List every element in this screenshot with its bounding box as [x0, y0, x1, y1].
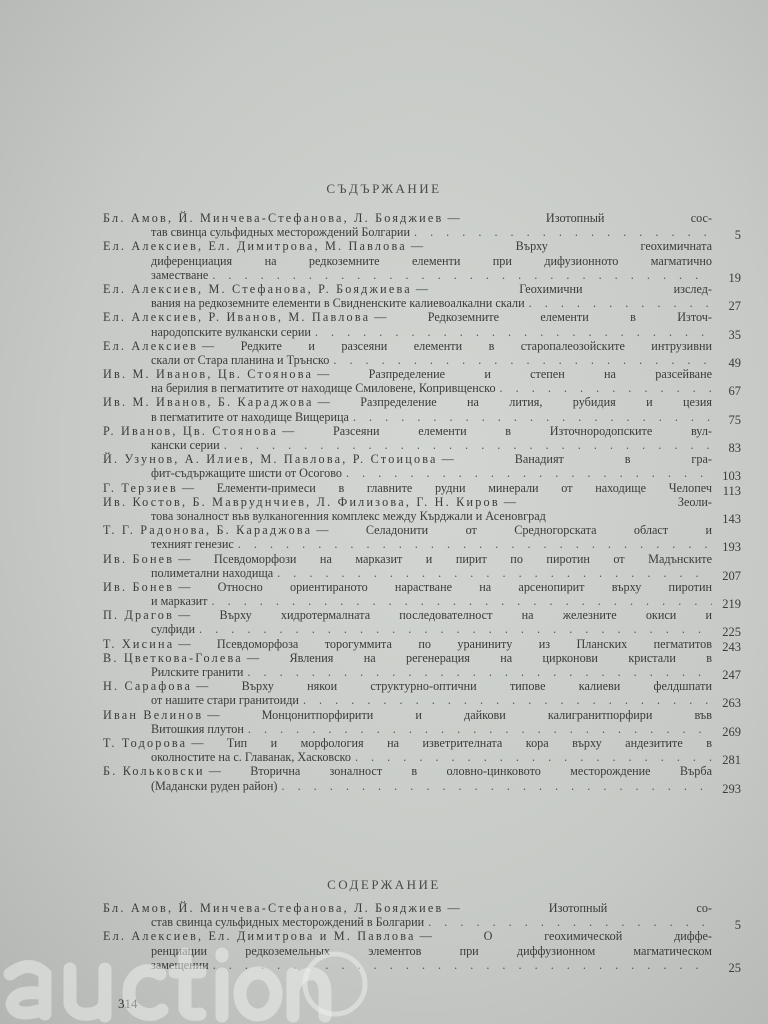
toc-line	[103, 778, 743, 796]
entry-page-number: 193	[722, 540, 741, 555]
toc-line-text	[103, 495, 712, 509]
toc-line	[103, 310, 743, 324]
toc-line	[103, 324, 743, 342]
entry-title: — Монцонитпорфирити и дайкови калигранитпорфири във	[207, 707, 712, 722]
toc-line-text	[151, 268, 712, 282]
entry-title: — Разпределение и степен на разсейване	[317, 367, 712, 382]
toc-line	[103, 381, 743, 399]
entry-title: техният генезис	[151, 537, 234, 552]
toc-line-text	[151, 325, 712, 339]
toc-line	[103, 466, 743, 484]
toc-line-text	[151, 915, 712, 929]
entry-page-number: 5	[734, 918, 741, 933]
toc-line-text	[103, 679, 712, 693]
contents-heading-bulgarian: СЪДЪРЖАНИЕ	[326, 181, 442, 196]
toc-line	[103, 736, 743, 750]
toc-line-text	[151, 944, 712, 958]
toc-line	[103, 239, 743, 253]
toc-line-text	[103, 764, 712, 778]
toc-line-text	[103, 367, 712, 381]
toc-line	[103, 594, 743, 612]
toc-line	[103, 225, 743, 243]
toc-line-text	[151, 537, 712, 551]
entry-title: — Изотопный со-	[447, 901, 712, 915]
toc-line	[103, 395, 743, 409]
dot-leader	[329, 353, 712, 367]
entry-authors: В. Цветкова-Голева	[103, 650, 243, 665]
toc-line-text	[151, 622, 712, 636]
toc-line-text	[103, 339, 712, 353]
entry-page-number: 243	[722, 639, 741, 654]
entry-authors: Ел. Алексиев, М. Стефанова, Р. Бояджиева	[103, 281, 412, 296]
toc-line-text	[103, 523, 712, 537]
toc-line	[103, 915, 743, 933]
toc-line-text	[103, 637, 712, 651]
toc-line	[103, 636, 743, 654]
toc-line	[103, 944, 743, 958]
entry-page-number: 269	[722, 724, 741, 739]
toc-line	[103, 764, 743, 778]
entry-title: — Явления на регенерация на цирконови кристали в	[246, 650, 712, 665]
entry-page-number: 103	[722, 469, 741, 484]
entry-page-number: 25	[728, 960, 741, 975]
entry-page-number: 67	[728, 384, 741, 399]
toc-line-text	[151, 958, 712, 972]
entry-title: — Разсеяни елементи в Източнородопските вул-	[282, 423, 712, 438]
toc-line-text	[103, 580, 712, 594]
entry-authors: П. Драгов	[103, 608, 175, 623]
entry-title: скали от Стара планина и Трънско	[151, 352, 330, 367]
toc-line	[103, 957, 743, 975]
toc-line-text	[151, 466, 712, 480]
entry-title: Витошкия плутон	[151, 721, 244, 736]
entry-title: кански серии	[151, 438, 220, 452]
toc-line	[103, 622, 743, 640]
toc-line	[103, 537, 743, 555]
toc-line-text	[103, 282, 712, 296]
dot-leader	[195, 622, 712, 636]
entry-page-number: 207	[722, 568, 741, 583]
entry-title: от нашите стари гранитоиди	[151, 693, 299, 708]
toc-line	[103, 552, 743, 566]
entry-title: — Вторична зоналност в оловно-цинковото месторождение Върба	[208, 764, 712, 779]
toc-line-text	[151, 381, 712, 395]
entry-page-number: 5	[734, 228, 741, 243]
toc-line-text	[151, 722, 712, 736]
toc-line-text	[103, 452, 712, 466]
toc-line	[103, 296, 743, 314]
toc-line	[103, 901, 743, 915]
toc-line-text	[103, 211, 712, 225]
entry-title: околностите на с. Главанак, Хасковско	[151, 750, 351, 765]
entry-page-number: 225	[722, 625, 741, 640]
entry-page-number: 281	[722, 753, 741, 768]
dot-leader	[410, 225, 712, 239]
entry-authors: Й. Узунов, А. Илиев, М. Павлова, Р. Стоицова	[103, 452, 438, 467]
toc-line-text	[103, 310, 712, 324]
table-of-contents-russian	[103, 901, 743, 975]
dot-leader	[525, 296, 712, 310]
entry-title: диференциация на редкоземните елементи при дифузионното магматично	[151, 253, 712, 268]
entry-title: заместване	[151, 267, 209, 282]
toc-line	[103, 480, 743, 498]
toc-line-text	[151, 438, 712, 452]
entry-page-number: 293	[722, 781, 741, 796]
dot-leader	[424, 915, 712, 929]
dot-leader	[208, 594, 712, 608]
toc-line-text	[151, 410, 712, 424]
entry-title: (Мадански руден район)	[151, 778, 278, 793]
entry-authors: Т. Хисина	[103, 636, 175, 651]
entry-authors: Бл. Амов, Й. Минчева-Стефанова, Л. Бояджиев	[103, 211, 444, 225]
toc-line-text	[103, 929, 712, 943]
entry-title: в пегматитите от находище Вищерица	[151, 409, 349, 424]
toc-line-text	[151, 779, 712, 793]
entry-page-number: 143	[722, 511, 741, 526]
entry-title: — Редкоземните елементи в Източ-	[374, 310, 712, 325]
toc-line	[103, 608, 743, 622]
toc-line	[103, 409, 743, 427]
entry-authors: Ел. Алексиев	[103, 338, 199, 353]
toc-line-text	[151, 750, 712, 764]
toc-line	[103, 282, 743, 296]
toc-line-text	[103, 239, 712, 253]
entry-title: — Върху геохимичната	[410, 239, 712, 254]
entry-title: — Редките и разсеяни елементи в старопалеозойските интрузивни	[202, 338, 712, 353]
toc-line-text	[151, 353, 712, 367]
toc-line-text	[103, 424, 712, 438]
dot-leader	[342, 466, 712, 480]
entry-authors: Т. Тодорова	[103, 735, 188, 750]
entry-page-number: 49	[728, 355, 741, 370]
entry-title: — Геохимични изслед-	[415, 281, 712, 296]
toc-line	[103, 651, 743, 665]
toc-line	[103, 665, 743, 682]
page-number: 314	[118, 996, 138, 1011]
entry-authors: Ел. Алексиев, Ел. Димитрова, М. Павлова	[103, 239, 407, 254]
toc-line	[103, 929, 743, 943]
dot-leader	[208, 268, 712, 282]
dot-leader	[349, 410, 712, 424]
dot-leader	[209, 958, 712, 972]
entry-page-number: 83	[728, 441, 741, 455]
entry-authors: Ел. Алексиев, Р. Иванов, М. Павлова	[103, 310, 371, 325]
entry-title: на берилия в пегматитите от находище Смиловене, Копривщенско	[151, 381, 496, 396]
toc-line	[103, 452, 743, 466]
dot-leader	[243, 665, 712, 679]
entry-page-number: 247	[722, 668, 741, 682]
entry-authors: Ив. Бонев	[103, 579, 175, 594]
entry-title: замещении	[151, 957, 209, 972]
toc-line-text	[151, 693, 712, 707]
toc-line	[103, 424, 743, 438]
toc-line-text	[151, 225, 712, 239]
toc-line-text	[103, 608, 712, 622]
entry-page-number: 113	[722, 483, 741, 498]
toc-line	[103, 254, 743, 268]
entry-title: — Зеоли-	[503, 494, 712, 509]
entry-title: Рилските гранити	[151, 665, 244, 679]
entry-title: фит-съдържащите шисти от Осогово	[151, 466, 343, 481]
entry-authors: Т. Г. Радонова, Б. Караджова	[103, 523, 313, 538]
dot-leader	[234, 537, 712, 551]
toc-line-text	[103, 651, 712, 665]
entry-page-number: 75	[728, 412, 741, 427]
entry-title: — Върху някои структурно-оптични типове калиеви фелдшпати	[196, 679, 712, 694]
toc-line-text	[103, 736, 712, 750]
entry-title: народопските вулкански серии	[151, 324, 311, 339]
toc-line-text	[103, 481, 712, 495]
entry-page-number: 27	[728, 299, 741, 314]
entry-page-number: 219	[722, 597, 741, 612]
entry-title: — Тип и морфология на изветрителната кора върху андезитите в	[191, 735, 712, 750]
toc-line	[103, 438, 743, 455]
toc-line	[103, 339, 743, 353]
toc-line	[103, 750, 743, 768]
toc-line	[103, 211, 743, 225]
entry-title: став свинца сульфидных месторождений в Болгарии	[151, 915, 425, 930]
toc-line-text	[151, 296, 712, 310]
entry-title: — Разпределение на лития, рубидия и цезия	[317, 395, 712, 410]
dot-leader	[220, 438, 712, 452]
entry-title: — Псевдоморфози на марказит и пирит по пиротин от Мадънските	[178, 551, 712, 566]
dot-leader	[351, 750, 712, 764]
toc-line-text	[151, 254, 712, 268]
toc-line-text	[151, 566, 712, 580]
entry-authors: Р. Иванов, Цв. Стоянова	[103, 423, 279, 438]
entry-title: — Ванадият в гра-	[441, 452, 712, 467]
toc-line-text	[103, 708, 712, 722]
entry-authors: Ив. М. Иванов, Б. Караджова	[103, 395, 314, 410]
dot-leader	[277, 779, 712, 793]
entry-page-number: 19	[728, 270, 741, 285]
toc-line	[103, 267, 743, 285]
entry-title: това зоналност във вулканогенния комплекс между Кърджали и Асеновград	[151, 508, 546, 523]
toc-line	[103, 580, 743, 594]
entry-title: и марказит	[151, 594, 208, 609]
entry-authors: Б. Кольковски	[103, 764, 205, 779]
toc-line-text	[151, 665, 712, 679]
entry-title: — О геохимической диффе-	[419, 929, 712, 944]
entry-authors: Ив. М. Иванов, Цв. Стоянова	[103, 367, 314, 382]
toc-line	[103, 679, 743, 693]
entry-title: — Псевдоморфоза торогуммита по ураниниту из Планских пегматитов	[178, 636, 712, 651]
entry-title: — Относно ориентираното нарастване на арсенопирит върху пиротин	[178, 579, 712, 594]
toc-line	[103, 495, 743, 509]
entry-title: — Върху хидротермалната последователност на железните окиси и	[178, 608, 712, 623]
entry-title: — Елементи-примеси в главните рудни минерали от находище Челопеч	[181, 480, 712, 495]
toc-line	[103, 523, 743, 537]
entry-title: вания на редкоземните елементи в Свидненските калиевоалкални скали	[151, 296, 525, 311]
contents-heading-russian: СОДЕРЖАНИЕ	[327, 877, 441, 892]
entry-authors: Ив. Бонев	[103, 551, 175, 566]
entry-title: ренциации редкоземельных элементов при диффузионном магматическом	[151, 943, 712, 958]
toc-line-text	[103, 552, 712, 566]
entry-title: полиметални находища	[151, 565, 274, 580]
toc-line-text	[151, 509, 712, 523]
entry-title: — Изотопный сос-	[447, 211, 712, 225]
entry-authors: Н. Сарафова	[103, 679, 193, 694]
dot-leader	[311, 325, 712, 339]
entry-title: тав свинца сульфидных месторождений Болгарии	[151, 225, 410, 240]
dot-leader	[273, 566, 712, 580]
entry-title: — Селадонити от Средногорската област и	[316, 523, 712, 538]
dot-leader	[299, 693, 712, 707]
toc-line	[103, 352, 743, 370]
toc-line	[103, 565, 743, 583]
toc-line	[103, 693, 743, 711]
table-of-contents-bulgarian	[103, 211, 743, 796]
entry-authors: Иван Велинов	[103, 707, 204, 722]
entry-authors: Ив. Костов, Б. Мавруднчиев, Л. Филизова, Г. Н. Киров	[103, 494, 500, 509]
toc-line	[103, 508, 743, 526]
entry-title: сулфиди	[151, 622, 196, 637]
entry-authors: Ел. Алексиев, Ел. Димитрова и М. Павлова	[103, 929, 416, 944]
toc-line	[103, 367, 743, 381]
entry-page-number: 35	[728, 327, 741, 342]
dot-leader	[244, 722, 712, 736]
toc-line-text	[103, 395, 712, 409]
entry-page-number: 263	[722, 696, 741, 711]
entry-authors: Бл. Амов, Й. Минчева-Стефанова, Л. Бояджиев	[103, 901, 444, 915]
entry-authors: Г. Терзиев	[103, 480, 178, 495]
toc-line	[103, 721, 743, 739]
dot-leader	[496, 381, 712, 395]
toc-line-text	[103, 901, 712, 915]
toc-line	[103, 708, 743, 722]
toc-line-text	[151, 594, 712, 608]
